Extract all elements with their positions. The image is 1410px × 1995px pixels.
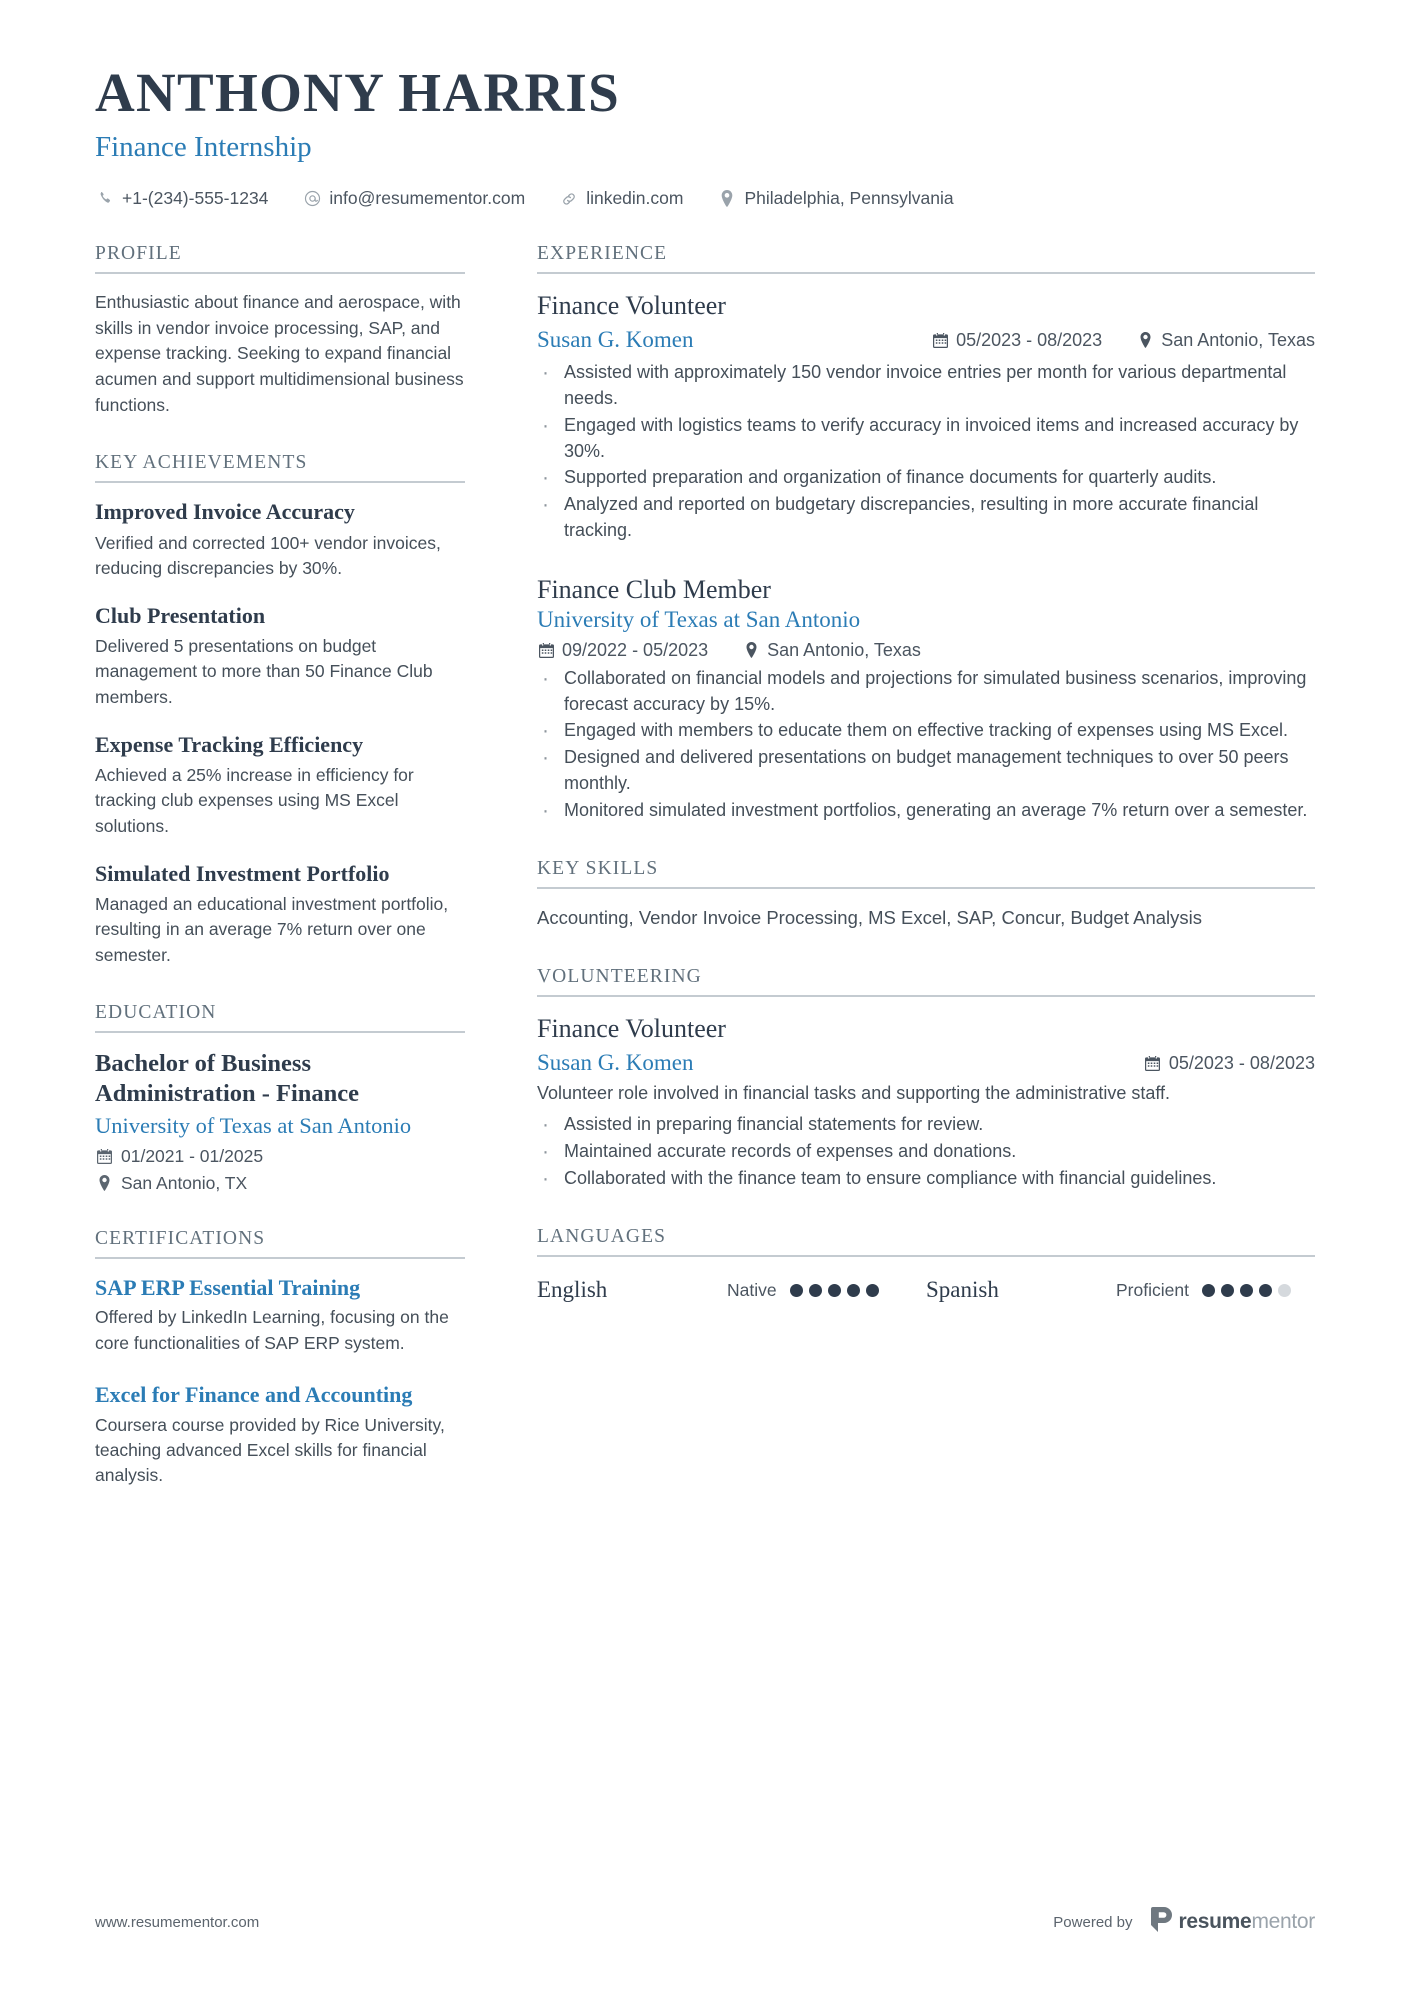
experience-dates-group — [537, 640, 708, 661]
resume-columns — [95, 243, 1315, 1488]
experience-bullet-list — [537, 666, 1315, 824]
language-rating-dots — [790, 1284, 879, 1297]
language-level: Proficient — [1116, 1279, 1189, 1300]
volunteering-bullet: · Collaborated with the finance team to ensure compliance with financial guidelines. — [537, 1166, 1315, 1192]
volunteering-bullet: · Assisted in preparing financial statements for review. — [537, 1112, 1315, 1138]
logo-text-light: mentor — [1251, 1910, 1315, 1933]
volunteering-dates: 05/2023 - 08/2023 — [1168, 1052, 1315, 1073]
education-location: San Antonio, TX — [121, 1172, 248, 1193]
section-education-heading: EDUCATION — [95, 1002, 465, 1033]
rating-dot-filled — [1259, 1284, 1272, 1297]
volunteering-item — [537, 1013, 1315, 1192]
certification-item — [95, 1382, 465, 1488]
calendar-icon — [537, 641, 555, 659]
education-dates: 01/2021 - 01/2025 — [121, 1145, 264, 1166]
experience-bullet: · Designed and delivered presentations on budget management techniques to over 50 peers monthly. — [537, 745, 1315, 797]
achievement-description: Delivered 5 presentations on budget management to more than 50 Finance Club members. — [95, 636, 433, 707]
experience-bullet-list — [537, 360, 1315, 544]
section-experience — [537, 243, 1315, 824]
candidate-job-title: Finance Internship — [95, 130, 312, 163]
logo-text — [1179, 1910, 1315, 1934]
rating-dot-filled — [1240, 1284, 1253, 1297]
contact-email[interactable] — [302, 188, 525, 209]
profile-text: Enthusiastic about finance and aerospace, with skills in vendor invoice processing, SAP, and expense tracking. Seeking to expand financial acumen and support multidimensional business functions. — [95, 292, 464, 415]
volunteering-role: Finance Volunteer — [537, 1013, 726, 1043]
experience-organization: Susan G. Komen — [537, 327, 694, 353]
certification-description: Coursera course provided by Rice University, teaching advanced Excel skills for financial analysis. — [95, 1414, 445, 1486]
contact-location-text: Philadelphia, Pennsylvania — [744, 188, 954, 209]
experience-organization: University of Texas at San Antonio — [537, 606, 861, 632]
section-education — [95, 1002, 465, 1194]
section-languages-heading: LANGUAGES — [537, 1226, 1315, 1257]
language-item — [537, 1277, 926, 1303]
section-key-achievements-heading: KEY ACHIEVEMENTS — [95, 452, 465, 483]
key-skills-text: Accounting, Vendor Invoice Processing, MS Excel, SAP, Concur, Budget Analysis — [537, 907, 1202, 929]
location-pin-icon — [95, 1174, 113, 1192]
certification-title: Excel for Finance and Accounting — [95, 1381, 413, 1407]
experience-bullet: · Assisted with approximately 150 vendor invoice entries per month for various departmental needs. — [537, 360, 1315, 412]
right-column — [537, 243, 1315, 1303]
contact-location — [717, 188, 953, 209]
experience-location-group — [1136, 330, 1315, 351]
education-school: University of Texas at San Antonio — [95, 1112, 412, 1138]
footer-branding — [1053, 1907, 1315, 1937]
location-pin-icon — [742, 641, 760, 659]
contact-row — [95, 188, 1315, 209]
experience-bullet: · Engaged with members to educate them on effective tracking of expenses using MS Excel. — [537, 718, 1315, 744]
rating-dot-filled — [1202, 1284, 1215, 1297]
certification-title: SAP ERP Essential Training — [95, 1274, 361, 1300]
experience-bullet: · Supported preparation and organization of finance documents for quarterly audits. — [537, 465, 1315, 491]
experience-dates-group — [931, 330, 1102, 351]
achievement-title: Improved Invoice Accuracy — [95, 499, 355, 525]
experience-meta-line — [537, 640, 1315, 661]
achievement-item — [95, 603, 465, 710]
email-icon — [302, 189, 322, 209]
experience-dates: 05/2023 - 08/2023 — [956, 329, 1103, 350]
section-key-achievements — [95, 452, 465, 968]
section-profile — [95, 243, 465, 418]
location-pin-icon — [717, 189, 737, 209]
contact-email-text: info@resumementor.com — [329, 188, 526, 209]
contact-phone-text: +1-(234)-555-1234 — [122, 188, 269, 209]
language-name: Spanish — [926, 1277, 999, 1303]
achievement-title: Expense Tracking Efficiency — [95, 731, 364, 757]
section-volunteering-heading: VOLUNTEERING — [537, 966, 1315, 997]
languages-row — [537, 1273, 1315, 1303]
section-certifications-heading: CERTIFICATIONS — [95, 1228, 465, 1259]
left-column — [95, 243, 465, 1488]
experience-role: Finance Club Member — [537, 575, 771, 605]
volunteering-bullet: · Maintained accurate records of expenses and donations. — [537, 1139, 1315, 1165]
contact-linkedin-text: linkedin.com — [586, 188, 684, 209]
contact-linkedin[interactable] — [559, 188, 683, 209]
section-certifications — [95, 1228, 465, 1489]
contact-phone[interactable] — [95, 188, 268, 209]
achievement-title: Simulated Investment Portfolio — [95, 860, 390, 886]
education-location-line — [95, 1173, 465, 1194]
section-languages — [537, 1226, 1315, 1303]
achievement-item — [95, 732, 465, 839]
achievement-item — [95, 499, 465, 581]
rating-dot-filled — [847, 1284, 860, 1297]
experience-item — [537, 290, 1315, 544]
rating-dot-filled — [828, 1284, 841, 1297]
section-volunteering — [537, 966, 1315, 1192]
volunteering-bullet-list — [537, 1112, 1315, 1192]
bookmark-ribbon-icon — [1151, 1907, 1172, 1937]
language-rating-dots — [1202, 1284, 1291, 1297]
section-profile-heading: PROFILE — [95, 243, 465, 274]
calendar-icon — [95, 1147, 113, 1165]
education-dates-line — [95, 1146, 465, 1167]
experience-location-group — [742, 640, 921, 661]
volunteering-summary: Volunteer role involved in financial tasks and supporting the administrative staff. — [537, 1083, 1171, 1104]
experience-organization-line — [537, 606, 1315, 635]
resume-footer — [95, 1907, 1315, 1937]
education-item — [95, 1049, 465, 1194]
rating-dot-filled — [809, 1284, 822, 1297]
logo-text-bold: resume — [1178, 1910, 1252, 1933]
experience-item — [537, 574, 1315, 824]
calendar-icon — [931, 331, 949, 349]
language-item — [926, 1277, 1315, 1303]
experience-meta-line — [537, 326, 1315, 355]
footer-url[interactable]: www.resumementor.com — [95, 1913, 260, 1931]
certification-description: Offered by LinkedIn Learning, focusing on the core functionalities of SAP ERP system. — [95, 1307, 449, 1353]
rating-dot-filled — [790, 1284, 803, 1297]
volunteering-organization: Susan G. Komen — [537, 1049, 694, 1075]
location-pin-icon — [1136, 331, 1154, 349]
section-key-skills — [537, 858, 1315, 932]
achievement-title: Club Presentation — [95, 602, 266, 628]
rating-dot-empty — [1278, 1284, 1291, 1297]
rating-dot-filled — [1221, 1284, 1234, 1297]
experience-location: San Antonio, Texas — [1161, 329, 1315, 350]
experience-bullet: · Engaged with logistics teams to verify accuracy in invoiced items and increased accuracy by 30%. — [537, 413, 1315, 465]
achievement-description: Managed an educational investment portfolio, resulting in an average 7% return over one semester. — [95, 894, 449, 965]
language-name: English — [537, 1277, 608, 1303]
volunteering-meta-line — [537, 1049, 1315, 1078]
resume-header — [95, 0, 1315, 209]
achievement-item — [95, 861, 465, 968]
experience-dates: 09/2022 - 05/2023 — [562, 639, 709, 660]
rating-dot-filled — [866, 1284, 879, 1297]
candidate-name: ANTHONY HARRIS — [95, 62, 620, 123]
experience-bullet: · Monitored simulated investment portfolios, generating an average 7% return over a semester. — [537, 798, 1315, 824]
resumementor-logo — [1151, 1907, 1315, 1937]
calendar-icon — [1144, 1054, 1162, 1072]
experience-bullet: · Collaborated on financial models and projections for simulated business scenarios, improving forecast accuracy by 15%. — [537, 666, 1315, 718]
link-icon — [559, 189, 579, 209]
achievement-description: Verified and corrected 100+ vendor invoices, reducing discrepancies by 30%. — [95, 532, 441, 578]
experience-bullet: · Analyzed and reported on budgetary discrepancies, resulting in more accurate financial tracking. — [537, 492, 1315, 544]
achievement-description: Achieved a 25% increase in efficiency for tracking club expenses using MS Excel solutions. — [95, 765, 414, 836]
section-key-skills-heading: KEY SKILLS — [537, 858, 1315, 889]
powered-by-label: Powered by — [1053, 1913, 1133, 1931]
certification-item — [95, 1275, 465, 1356]
section-experience-heading: EXPERIENCE — [537, 243, 1315, 274]
language-level: Native — [727, 1279, 777, 1300]
experience-role: Finance Volunteer — [537, 291, 726, 321]
volunteering-dates-group — [1144, 1053, 1315, 1074]
education-degree: Bachelor of Business Administration - Finance — [95, 1049, 360, 1107]
experience-location: San Antonio, Texas — [767, 639, 921, 660]
phone-icon — [95, 189, 115, 209]
